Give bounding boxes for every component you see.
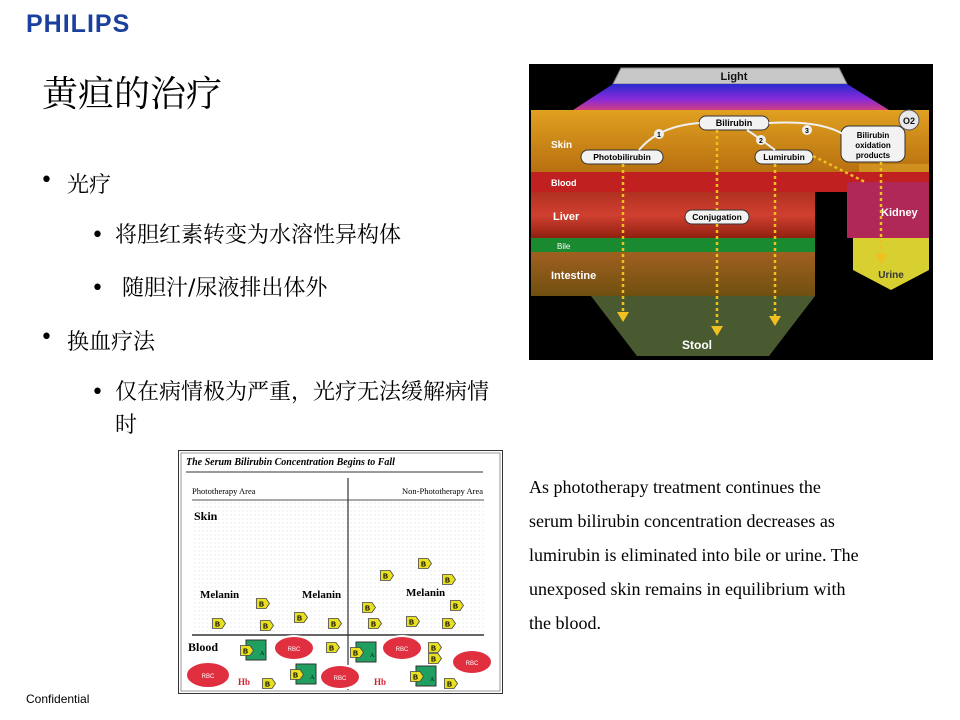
melanin-label-2: Melanin <box>302 589 342 601</box>
skin-label: Skin <box>551 140 573 151</box>
kidney-label: Kidney <box>881 207 918 219</box>
step-3-label: 3 <box>805 128 809 135</box>
serum-bilirubin-figure <box>178 450 503 694</box>
phototherapy-area-label: Phototherapy Area <box>192 486 256 496</box>
lumirubin-node: Lumirubin <box>763 152 805 162</box>
intestine-label: Intestine <box>551 270 597 282</box>
o2-label: O2 <box>902 116 916 126</box>
slide-title: 黄疸的治疗 <box>42 74 223 115</box>
bullet-severe-case: • 仅在病情极为严重，光疗无法缓解病情时 <box>40 376 510 442</box>
rbc-label: RBC <box>287 647 301 653</box>
confidential-label: Confidential <box>26 692 90 706</box>
bullet-list <box>40 168 510 462</box>
stool-label: Stool <box>682 338 712 352</box>
bullet-excretion: • 随胆汁/尿液排出体外 <box>40 272 510 305</box>
explanation-paragraph: As phototherapy treatment continues the serum bilirubin concentration decreases as lumirubin is eliminated into bile or urine. The unexposed skin remains in equilibrium with the blood. <box>529 477 859 633</box>
bullet-exchange-transfusion: • 换血疗法 <box>40 325 510 356</box>
figure-title: The Serum Bilirubin Concentration Begins to Fall <box>186 457 395 468</box>
bullet-isomer: • 将胆红素转变为水溶性异构体 <box>40 219 510 252</box>
hb-label: Hb <box>374 677 387 687</box>
albumin-label: A <box>310 675 315 681</box>
non-phototherapy-area-label: Non-Phototherapy Area <box>402 486 483 496</box>
hb-label: Hb <box>238 677 251 687</box>
oxidation-line-3: products <box>855 151 891 160</box>
rbc-label: RBC <box>395 647 409 653</box>
albumin-label: A <box>430 677 435 683</box>
rbc-label: RBC <box>333 676 347 682</box>
liver-label: Liver <box>553 211 580 223</box>
phototherapy-diagram <box>529 64 933 360</box>
skin-label: Skin <box>194 509 218 523</box>
photobilirubin-node: Photobilirubin <box>593 152 651 162</box>
albumin-label: A <box>370 653 375 659</box>
urine-label: Urine <box>878 270 904 281</box>
bullet-phototherapy: • 光疗 <box>40 168 510 199</box>
albumin-label: A <box>260 651 265 657</box>
blood-label: Blood <box>188 640 219 654</box>
bilirubin-node: Bilirubin <box>715 118 753 128</box>
step-1-label: 1 <box>657 132 661 139</box>
conjugation-node: Conjugation <box>692 212 742 222</box>
oxidation-line-2: oxidation <box>855 141 891 150</box>
bile-label: Bile <box>557 242 571 251</box>
melanin-label-1: Melanin <box>200 589 240 601</box>
rbc-label: RBC <box>465 661 479 667</box>
oxidation-line-1: Bilirubin <box>856 131 890 140</box>
light-label: Light <box>720 71 748 83</box>
rbc-label: RBC <box>201 674 215 680</box>
philips-logo: PHILIPS <box>26 10 131 38</box>
melanin-label-3: Melanin <box>406 587 446 599</box>
step-2-label: 2 <box>759 138 763 145</box>
blood-label: Blood <box>551 178 577 188</box>
